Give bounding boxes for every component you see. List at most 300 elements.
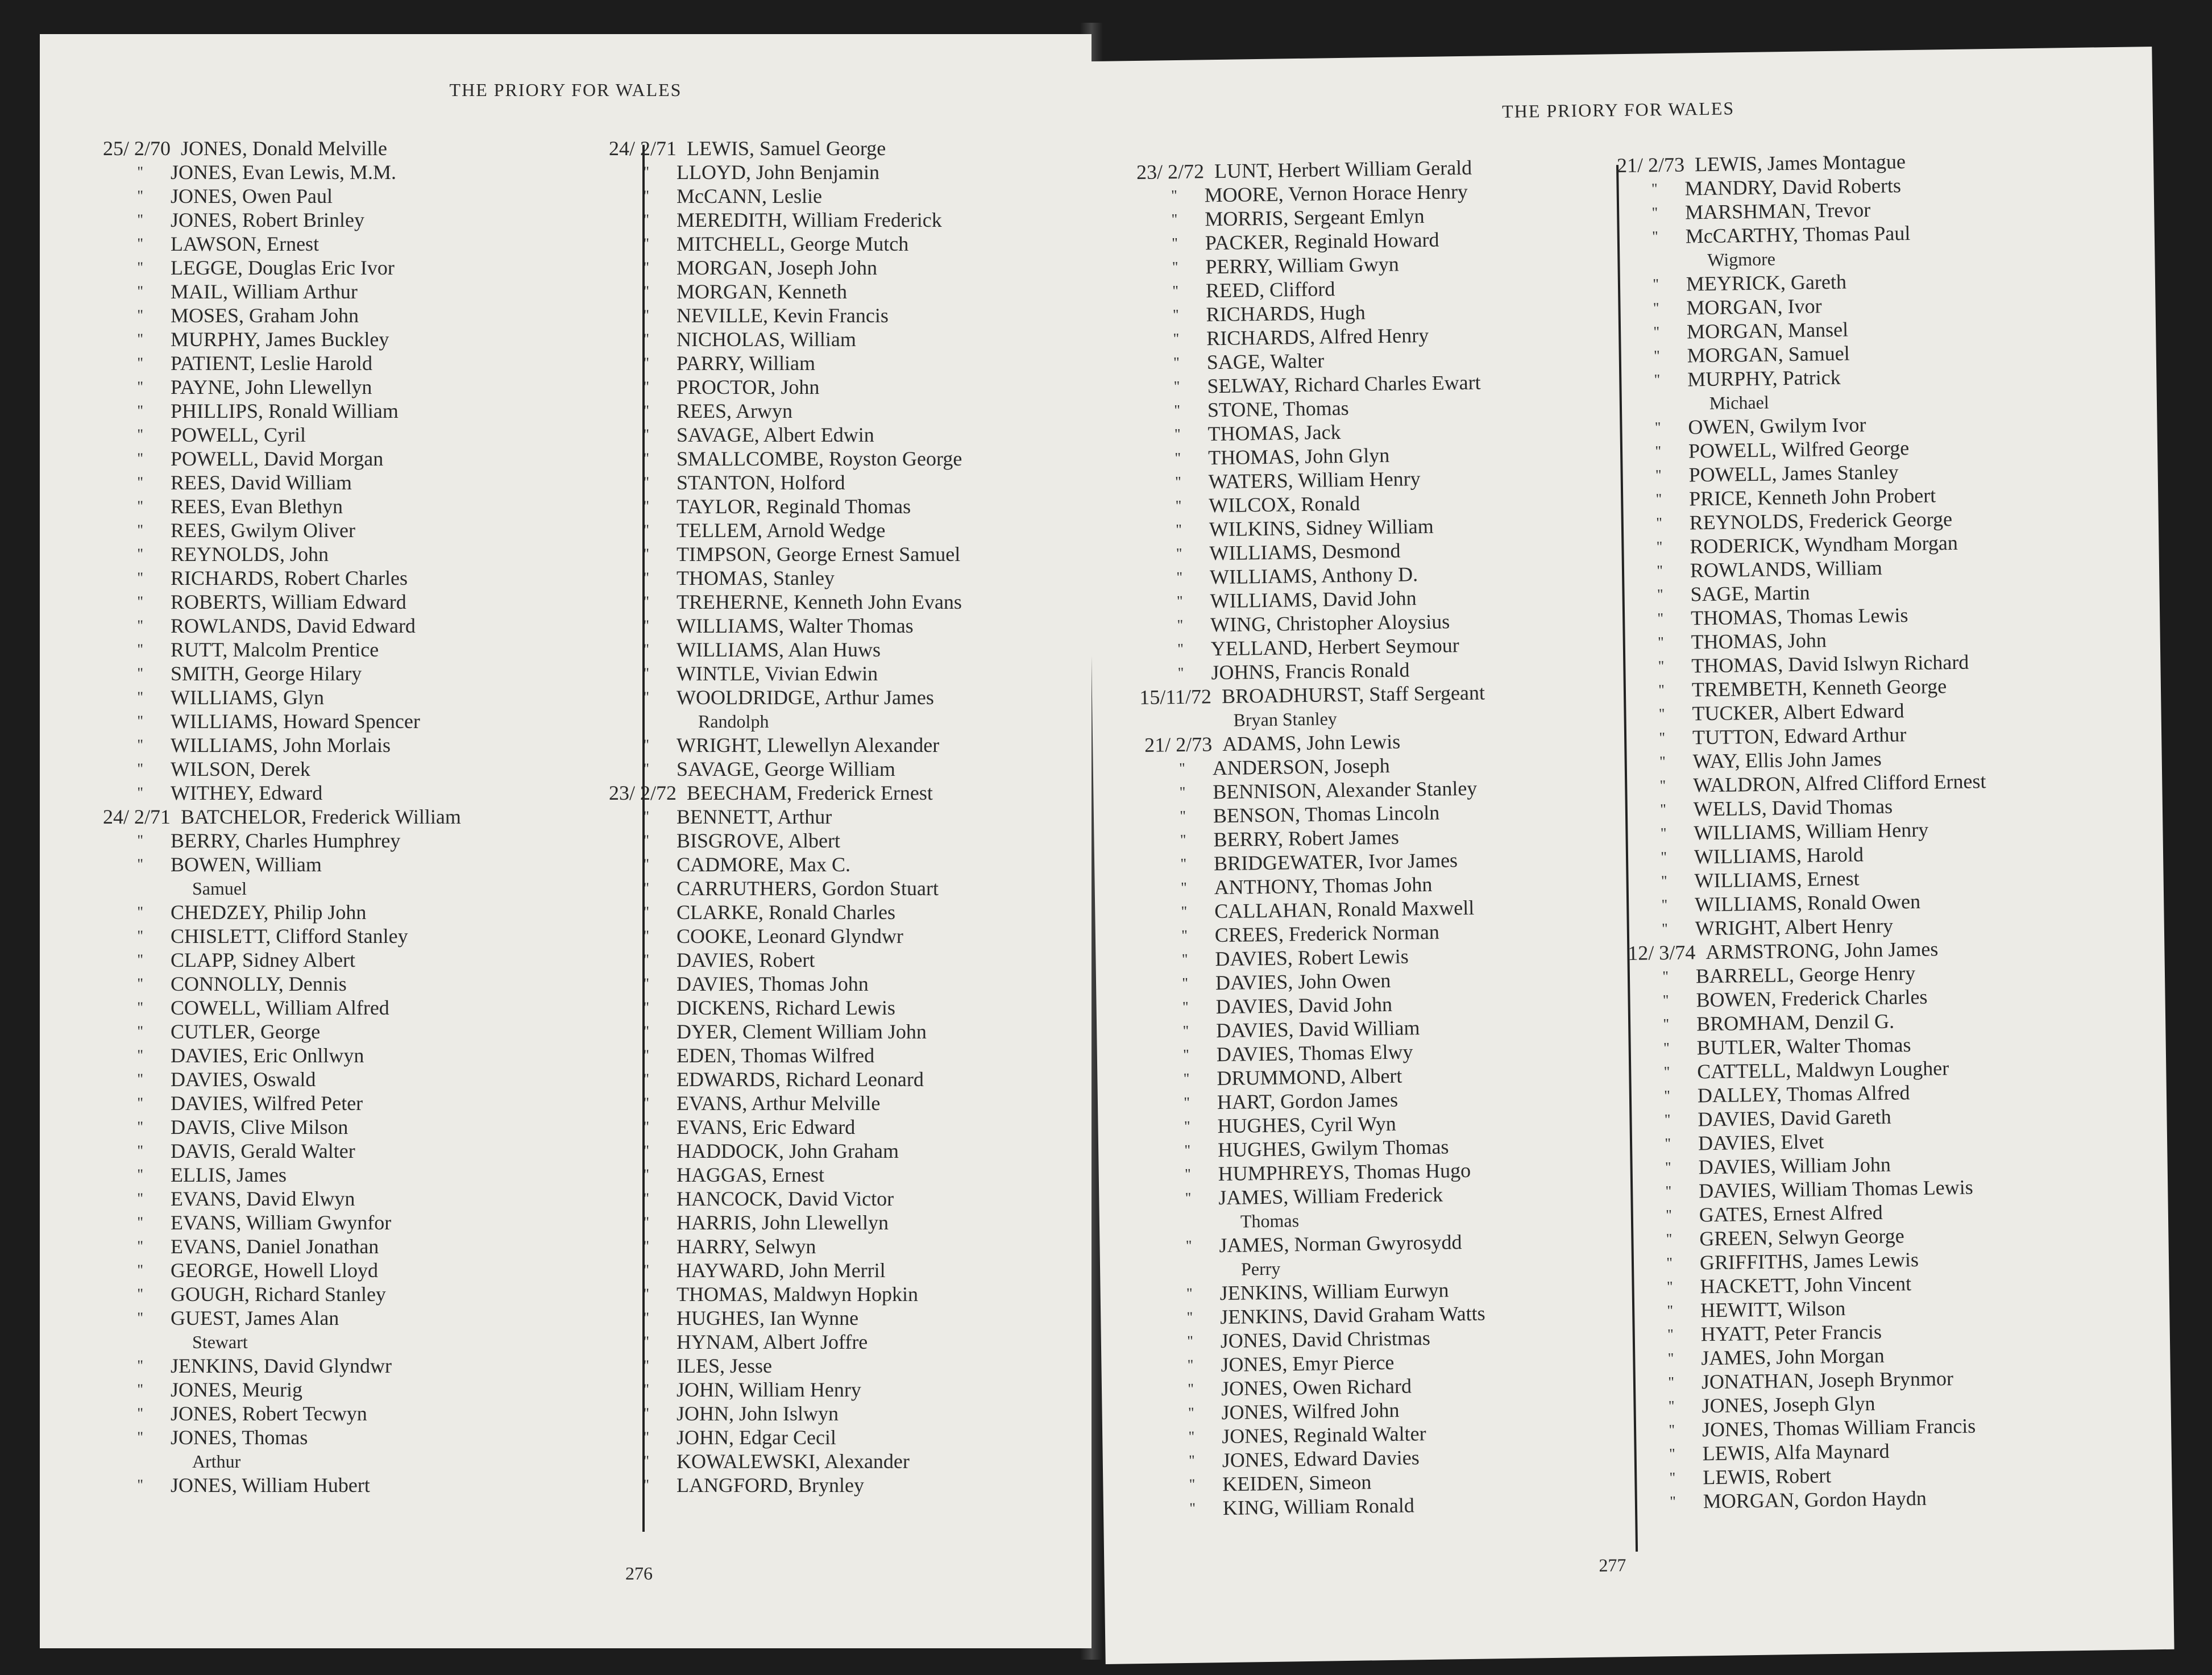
ditto-mark: " (643, 522, 649, 538)
ditto-mark: " (643, 665, 649, 681)
ditto-mark: " (1189, 1499, 1196, 1516)
ditto-mark: " (1657, 610, 1664, 627)
ditto-mark: " (1654, 371, 1661, 388)
ditto-mark: " (1172, 258, 1178, 276)
entry-name: TUTTON, Edward Arthur (1692, 723, 1907, 749)
ditto-mark: " (1669, 1445, 1675, 1462)
entry-name: DAVIES, David William (1215, 1016, 1420, 1042)
ditto-mark: " (1659, 777, 1666, 794)
entry-name: HEWITT, Wilson (1700, 1296, 1846, 1322)
ditto-mark: " (137, 570, 143, 586)
entry-name: RICHARDS, Hugh (1206, 301, 1366, 326)
ditto-mark: " (1669, 1421, 1675, 1439)
ditto-mark: " (1184, 1094, 1190, 1111)
entry-name: MAIL, William Arthur (171, 280, 358, 303)
ditto-mark: " (137, 1142, 143, 1159)
entry-name: JOHN, Edgar Cecil (677, 1426, 836, 1449)
ditto-mark: " (1177, 664, 1184, 681)
entry-name: RODERICK, Wyndham Morgan (1690, 531, 1958, 558)
entry-name: THOMAS, Jack (1207, 421, 1341, 446)
entry-row (568, 662, 962, 685)
entry-name: CALLAHAN, Ronald Maxwell (1214, 896, 1475, 923)
entry-name: WILLIAMS, William Henry (1694, 818, 1929, 845)
entry-date: 21/ 2/73 (1616, 153, 1685, 177)
ditto-mark: " (137, 784, 143, 801)
entry-name: KEIDEN, Simeon (1222, 1470, 1372, 1496)
entry-name: JONES, Evan Lewis, M.M. (171, 161, 396, 184)
entry-name: BOWEN, William (171, 853, 322, 876)
entry-row (568, 471, 962, 494)
entry-name: REES, Gwilym Oliver (171, 519, 355, 542)
entry-name: MORGAN, Kenneth (677, 280, 847, 303)
entry-name: HUGHES, Ian Wynne (677, 1307, 859, 1329)
entry-name: BOWEN, Frederick Charles (1696, 985, 1928, 1012)
entry-row (1595, 1485, 1997, 1515)
entry-name: BERRY, Robert James (1213, 825, 1400, 851)
entry-name: PARRY, William (677, 352, 815, 375)
ditto-mark: " (1670, 1493, 1676, 1510)
entry-name: RICHARDS, Alfred Henry (1206, 323, 1429, 350)
entry-row (63, 542, 461, 566)
entry-name: EVANS, Daniel Jonathan (171, 1235, 379, 1258)
ditto-mark: " (137, 522, 143, 538)
ditto-mark: " (1182, 1046, 1190, 1063)
entry-row (568, 1187, 962, 1211)
entry-name: CREES, Frederick Norman (1214, 920, 1440, 947)
entry-name: SAGE, Martin (1690, 581, 1810, 606)
entry-date: 25/ 2/70 (102, 137, 171, 160)
entry-name: REED, Clifford (1205, 277, 1335, 302)
entry-continuation: Randolph (698, 711, 769, 731)
entry-name: JENKINS, William Eurwyn (1219, 1278, 1449, 1305)
entry-name: JONES, Owen Richard (1221, 1374, 1412, 1400)
entry-name: PATIENT, Leslie Harold (171, 352, 372, 375)
ditto-mark: " (1651, 180, 1658, 197)
ditto-mark: " (1668, 1373, 1675, 1391)
entry-row (568, 494, 962, 518)
entry-row (568, 829, 962, 853)
entry-row (568, 304, 962, 327)
entry-name: THOMAS, David Islwyn Richard (1691, 650, 1969, 678)
entry-name: BROMHAM, Denzil G. (1696, 1009, 1895, 1036)
entry-name: JAMES, William Frederick (1218, 1183, 1443, 1210)
ditto-mark: " (643, 1405, 649, 1422)
entry-name: MORGAN, Gordon Haydn (1703, 1486, 1927, 1513)
ditto-mark: " (643, 1357, 649, 1374)
entry-name: JONES, Owen Paul (171, 185, 333, 207)
entry-row (63, 471, 461, 494)
entry-name: BISGROVE, Albert (677, 829, 840, 852)
entry-row (63, 351, 461, 375)
ditto-mark: " (1665, 1183, 1672, 1200)
ditto-mark: " (1184, 1117, 1190, 1134)
entry-row (63, 829, 461, 853)
ditto-mark: " (1180, 831, 1186, 849)
entry-row (63, 327, 461, 351)
entry-row (63, 1258, 461, 1282)
entry-name: CONNOLLY, Dennis (171, 972, 347, 995)
ditto-mark: " (1661, 872, 1667, 890)
entry-row (568, 1211, 962, 1235)
ditto-mark: " (1186, 1308, 1193, 1325)
entry-row (63, 1115, 461, 1139)
entry-row (63, 399, 461, 423)
entry-row (63, 447, 461, 471)
entry-date: 23/ 2/72 (608, 782, 677, 804)
entry-name: WILLIAMS, Walter Thomas (677, 614, 914, 637)
ditto-mark: " (1180, 855, 1187, 872)
entry-name: STANTON, Holford (677, 471, 845, 494)
entry-name: McCANN, Leslie (677, 185, 822, 207)
ditto-mark: " (643, 1119, 649, 1135)
ditto-mark: " (1660, 801, 1667, 818)
entry-name: OWEN, Gwilym Ivor (1688, 413, 1866, 439)
entry-date: 21/ 2/73 (1144, 733, 1213, 757)
entry-row (63, 1402, 461, 1425)
entry-name: SAGE, Walter (1206, 349, 1325, 374)
ditto-mark: " (137, 999, 143, 1016)
entry-name: MORGAN, Mansel (1686, 318, 1849, 343)
entry-name: JONES, Donald Melville (181, 137, 387, 160)
ditto-mark: " (643, 1381, 649, 1398)
entry-name: JONES, Thomas (171, 1426, 308, 1449)
entry-name: McCARTHY, Thomas Paul (1685, 221, 1911, 248)
entry-row (63, 1020, 461, 1044)
ditto-mark: " (137, 1023, 143, 1040)
ditto-mark: " (643, 1071, 649, 1087)
entry-name: COWELL, William Alfred (171, 996, 389, 1019)
entry-name: WILCOX, Ronald (1209, 492, 1360, 517)
entry-row (568, 1020, 962, 1044)
entry-continuation: Arthur (192, 1451, 241, 1472)
ditto-mark: " (1666, 1207, 1673, 1224)
entry-name: REES, Arwyn (677, 400, 793, 422)
ditto-mark: " (643, 1310, 649, 1326)
entry-row (63, 423, 461, 447)
entry-row (63, 494, 461, 518)
ditto-mark: " (643, 641, 649, 658)
entry-row (63, 232, 461, 256)
ditto-mark: " (1662, 968, 1669, 985)
entry-name: TREMBETH, Kenneth George (1691, 675, 1947, 701)
ditto-mark: " (137, 1310, 143, 1326)
entry-row (568, 1235, 962, 1258)
entry-name: DAVIES, Thomas John (677, 972, 869, 995)
entry-name: HYNAM, Albert Joffre (677, 1331, 868, 1353)
ditto-mark: " (1666, 1231, 1673, 1248)
ditto-mark: " (137, 1071, 143, 1087)
entry-name: WRIGHT, Llewellyn Alexander (677, 734, 940, 757)
ditto-mark: " (1653, 323, 1660, 340)
ditto-mark: " (137, 283, 143, 300)
entry-name: REYNOLDS, John (171, 543, 329, 566)
entry-name: JONES, Edward Davies (1222, 1446, 1420, 1472)
entry-name: CUTLER, George (171, 1020, 321, 1043)
entry-row (568, 1449, 962, 1473)
entry-row (568, 1354, 962, 1378)
entry-row (63, 1473, 461, 1497)
entry-name: DAVIES, Oswald (171, 1068, 316, 1091)
entry-name: BARRELL, George Henry (1695, 961, 1916, 988)
ditto-mark: " (1664, 1087, 1671, 1104)
entry-row (568, 1402, 962, 1425)
ditto-mark: " (1661, 849, 1667, 866)
ditto-mark: " (1176, 521, 1182, 538)
entry-name: BENNISON, Alexander Stanley (1213, 776, 1478, 804)
entry-name: DRUMMOND, Albert (1217, 1064, 1402, 1090)
entry-row (568, 1091, 962, 1115)
entry-row (568, 1282, 962, 1306)
entry-row (568, 542, 962, 566)
ditto-mark: " (137, 164, 143, 180)
entry-name: PROCTOR, John (677, 376, 820, 398)
entry-name: MORGAN, Samuel (1687, 342, 1850, 367)
ditto-mark: " (643, 1047, 649, 1063)
ditto-mark: " (643, 1477, 649, 1493)
ditto-mark: " (1188, 1404, 1194, 1421)
entry-name: DAVIS, Clive Milson (171, 1116, 348, 1138)
entry-continuation: Bryan Stanley (1233, 708, 1338, 730)
ditto-mark: " (1659, 729, 1666, 746)
ditto-mark: " (137, 641, 143, 658)
ditto-mark: " (643, 307, 649, 323)
ditto-mark: " (643, 1023, 649, 1040)
entry-name: HARRY, Selwyn (677, 1235, 816, 1258)
ditto-mark: " (1176, 592, 1183, 610)
entry-name: JONES, David Christmas (1220, 1326, 1431, 1353)
entry-name: HANCOCK, David Victor (677, 1187, 894, 1210)
entry-name: BUTLER, Walter Thomas (1696, 1033, 1911, 1059)
entry-row (568, 208, 962, 232)
entry-name: THOMAS, John Glyn (1207, 443, 1390, 469)
ditto-mark: " (643, 1453, 649, 1469)
entry-row (63, 924, 461, 948)
entry-name: SMALLCOMBE, Royston George (677, 447, 962, 470)
entry-row (63, 136, 461, 160)
ditto-mark: " (1184, 1165, 1191, 1182)
entry-name: WILLIAMS, Ernest (1694, 867, 1860, 892)
entry-continuation: Samuel (192, 878, 247, 899)
entry-name: MOSES, Graham John (171, 304, 359, 327)
ditto-mark: " (1667, 1302, 1674, 1319)
entry-row (568, 566, 962, 590)
ditto-mark: " (1188, 1380, 1194, 1397)
ditto-mark: " (137, 211, 143, 228)
entry-row (63, 757, 461, 781)
ditto-mark: " (137, 1262, 143, 1278)
entry-row (568, 924, 962, 948)
entry-name: WITHEY, Edward (171, 782, 323, 804)
ditto-mark: " (1175, 497, 1182, 514)
entry-name: DAVIES, Robert Lewis (1215, 945, 1409, 971)
ditto-mark: " (1186, 1285, 1193, 1302)
ditto-mark: " (1172, 234, 1178, 252)
entry-name: MURPHY, Patrick (1687, 365, 1841, 391)
ditto-mark: " (643, 259, 649, 276)
entry-name: LLOYD, John Benjamin (677, 161, 879, 184)
entry-date: 12/ 3/74 (1628, 941, 1696, 965)
ditto-mark: " (643, 760, 649, 777)
entry-row (63, 184, 461, 208)
ditto-mark: " (1665, 1159, 1671, 1176)
ditto-mark: " (137, 856, 143, 872)
entry-name: WALDRON, Alfred Clifford Ernest (1693, 770, 1986, 797)
entry-name: ANDERSON, Joseph (1212, 754, 1391, 780)
entry-row (1115, 1492, 1497, 1521)
entry-name: HAGGAS, Ernest (677, 1163, 824, 1186)
ditto-mark: " (1654, 419, 1661, 436)
ditto-mark: " (137, 546, 143, 562)
entry-name: EDWARDS, Richard Leonard (677, 1068, 924, 1091)
ditto-mark: " (1660, 825, 1667, 842)
entry-row (63, 1425, 461, 1449)
ditto-mark: " (1177, 640, 1184, 658)
entry-name: STONE, Thomas (1207, 396, 1349, 422)
entry-row (568, 805, 962, 829)
ditto-mark: " (1658, 705, 1665, 722)
ditto-mark: " (1179, 783, 1186, 801)
ditto-mark: " (1175, 473, 1181, 491)
ditto-mark: " (643, 1166, 649, 1183)
page-header: THE PRIORY FOR WALES (449, 80, 682, 100)
entry-name: MURPHY, James Buckley (171, 328, 389, 351)
ditto-mark: " (643, 546, 649, 562)
ditto-mark: " (643, 1095, 649, 1111)
ditto-mark: " (1653, 276, 1659, 293)
entry-name: REES, Evan Blethyn (171, 495, 343, 518)
entry-name: THOMAS, Thomas Lewis (1690, 604, 1908, 630)
ditto-mark: " (137, 1429, 143, 1445)
entry-name: WILLIAMS, Desmond (1209, 539, 1401, 565)
ditto-mark: " (1188, 1452, 1195, 1469)
ditto-mark: " (1655, 443, 1662, 460)
entry-name: CATTELL, Maldwyn Lougher (1697, 1057, 1949, 1083)
entry-name: BERRY, Charles Humphrey (171, 829, 401, 852)
entry-name: DAVIES, Robert (677, 949, 815, 971)
entry-name: MITCHELL, George Mutch (677, 232, 909, 255)
ditto-mark: " (643, 426, 649, 443)
entry-name: TREHERNE, Kenneth John Evans (677, 591, 962, 613)
ditto-mark: " (1177, 616, 1184, 634)
ditto-mark: " (137, 760, 143, 777)
ditto-mark: " (137, 737, 143, 753)
entry-name: CADMORE, Max C. (677, 853, 851, 876)
ditto-mark: " (1668, 1397, 1675, 1415)
entry-name: MORRIS, Sergeant Emlyn (1205, 204, 1425, 231)
entry-row (568, 1258, 962, 1282)
ditto-mark: " (643, 450, 649, 467)
entry-date: 24/ 2/71 (102, 805, 171, 828)
ditto-mark: " (1658, 658, 1665, 675)
ditto-mark: " (137, 1047, 143, 1063)
ditto-mark: " (643, 164, 649, 180)
entry-row (568, 351, 962, 375)
entry-name: WILLIAMS, Ronald Owen (1694, 890, 1921, 916)
entry-row (63, 1378, 461, 1402)
entry-name: POWELL, Wilfred George (1688, 437, 1910, 463)
entry-name: TUCKER, Albert Edward (1692, 699, 1904, 725)
ditto-mark: " (1657, 586, 1663, 603)
ditto-mark: " (643, 235, 649, 252)
entry-name: SELWAY, Richard Charles Ewart (1207, 371, 1481, 398)
entry-name: JONES, Meurig (171, 1378, 302, 1401)
ditto-mark: " (137, 1238, 143, 1254)
ditto-mark: " (643, 808, 649, 825)
entry-name: DAVIES, William John (1698, 1153, 1891, 1179)
ditto-mark: " (1171, 210, 1178, 228)
ditto-mark: " (1188, 1428, 1195, 1445)
entry-name: GUEST, James Alan (171, 1307, 339, 1329)
ditto-mark: " (643, 1286, 649, 1302)
entry-name: JOHNS, Francis Ronald (1211, 658, 1410, 684)
entry-name: BROADHURST, Staff Sergeant (1221, 681, 1485, 708)
entry-name: LEWIS, Robert (1703, 1464, 1832, 1489)
entry-row (63, 1091, 461, 1115)
ditto-mark: " (1667, 1349, 1674, 1367)
ditto-mark: " (1173, 354, 1180, 371)
entry-name: JONES, Emyr Pierce (1221, 1350, 1395, 1377)
entry-name: PHILLIPS, Ronald William (171, 400, 399, 422)
ditto-mark: " (137, 1477, 143, 1493)
ditto-mark: " (1667, 1325, 1674, 1343)
ditto-mark: " (1189, 1476, 1196, 1493)
ditto-mark: " (1172, 306, 1179, 323)
entry-name: ANTHONY, Thomas John (1214, 872, 1433, 899)
entry-row (63, 662, 461, 685)
entry-name: TELLEM, Arnold Wedge (677, 519, 886, 542)
entry-row (63, 1211, 461, 1235)
ditto-mark: " (137, 1405, 143, 1422)
entry-row (568, 996, 962, 1020)
entry-date: 24/ 2/71 (608, 137, 677, 160)
ditto-mark: " (1174, 401, 1181, 419)
entry-name: LEGGE, Douglas Eric Ivor (171, 256, 395, 279)
entry-name: LEWIS, Alfa Maynard (1702, 1439, 1890, 1465)
ditto-mark: " (1180, 879, 1187, 896)
entry-row (63, 1139, 461, 1163)
ditto-mark: " (137, 379, 143, 395)
entry-name: JONES, William Hubert (171, 1474, 370, 1497)
ditto-mark: " (137, 1119, 143, 1135)
entry-name: JONES, Wilfred John (1221, 1398, 1400, 1424)
entry-name: HADDOCK, John Graham (677, 1140, 899, 1162)
ditto-mark: " (1187, 1332, 1194, 1349)
ditto-mark: " (137, 259, 143, 276)
entry-name: CLAPP, Sidney Albert (171, 949, 356, 971)
ditto-mark: " (1184, 1141, 1191, 1158)
ditto-mark: " (137, 904, 143, 920)
ditto-mark: " (1173, 377, 1180, 395)
entry-name: LUNT, Herbert William Gerald (1214, 156, 1472, 183)
entry-continuation: Thomas (1240, 1210, 1300, 1232)
entry-name: MANDRY, David Roberts (1684, 174, 1902, 200)
entry-name: SAVAGE, Albert Edwin (677, 423, 874, 446)
page-number: 277 (1599, 1555, 1626, 1576)
entry-name: ARMSTRONG, John James (1705, 937, 1939, 964)
ditto-mark: " (643, 1214, 649, 1231)
entry-name: JENKINS, David Glyndwr (171, 1354, 392, 1377)
entry-name: PACKER, Reginald Howard (1205, 228, 1439, 255)
ditto-mark: " (643, 402, 649, 419)
page-header: THE PRIORY FOR WALES (1501, 98, 1735, 122)
ditto-mark: " (1181, 926, 1188, 944)
ditto-mark: " (643, 1429, 649, 1445)
ditto-mark: " (643, 211, 649, 228)
ditto-mark: " (643, 737, 649, 753)
ditto-mark: " (1181, 903, 1188, 920)
ditto-mark: " (137, 426, 143, 443)
entry-name: MEREDITH, William Frederick (677, 209, 942, 231)
